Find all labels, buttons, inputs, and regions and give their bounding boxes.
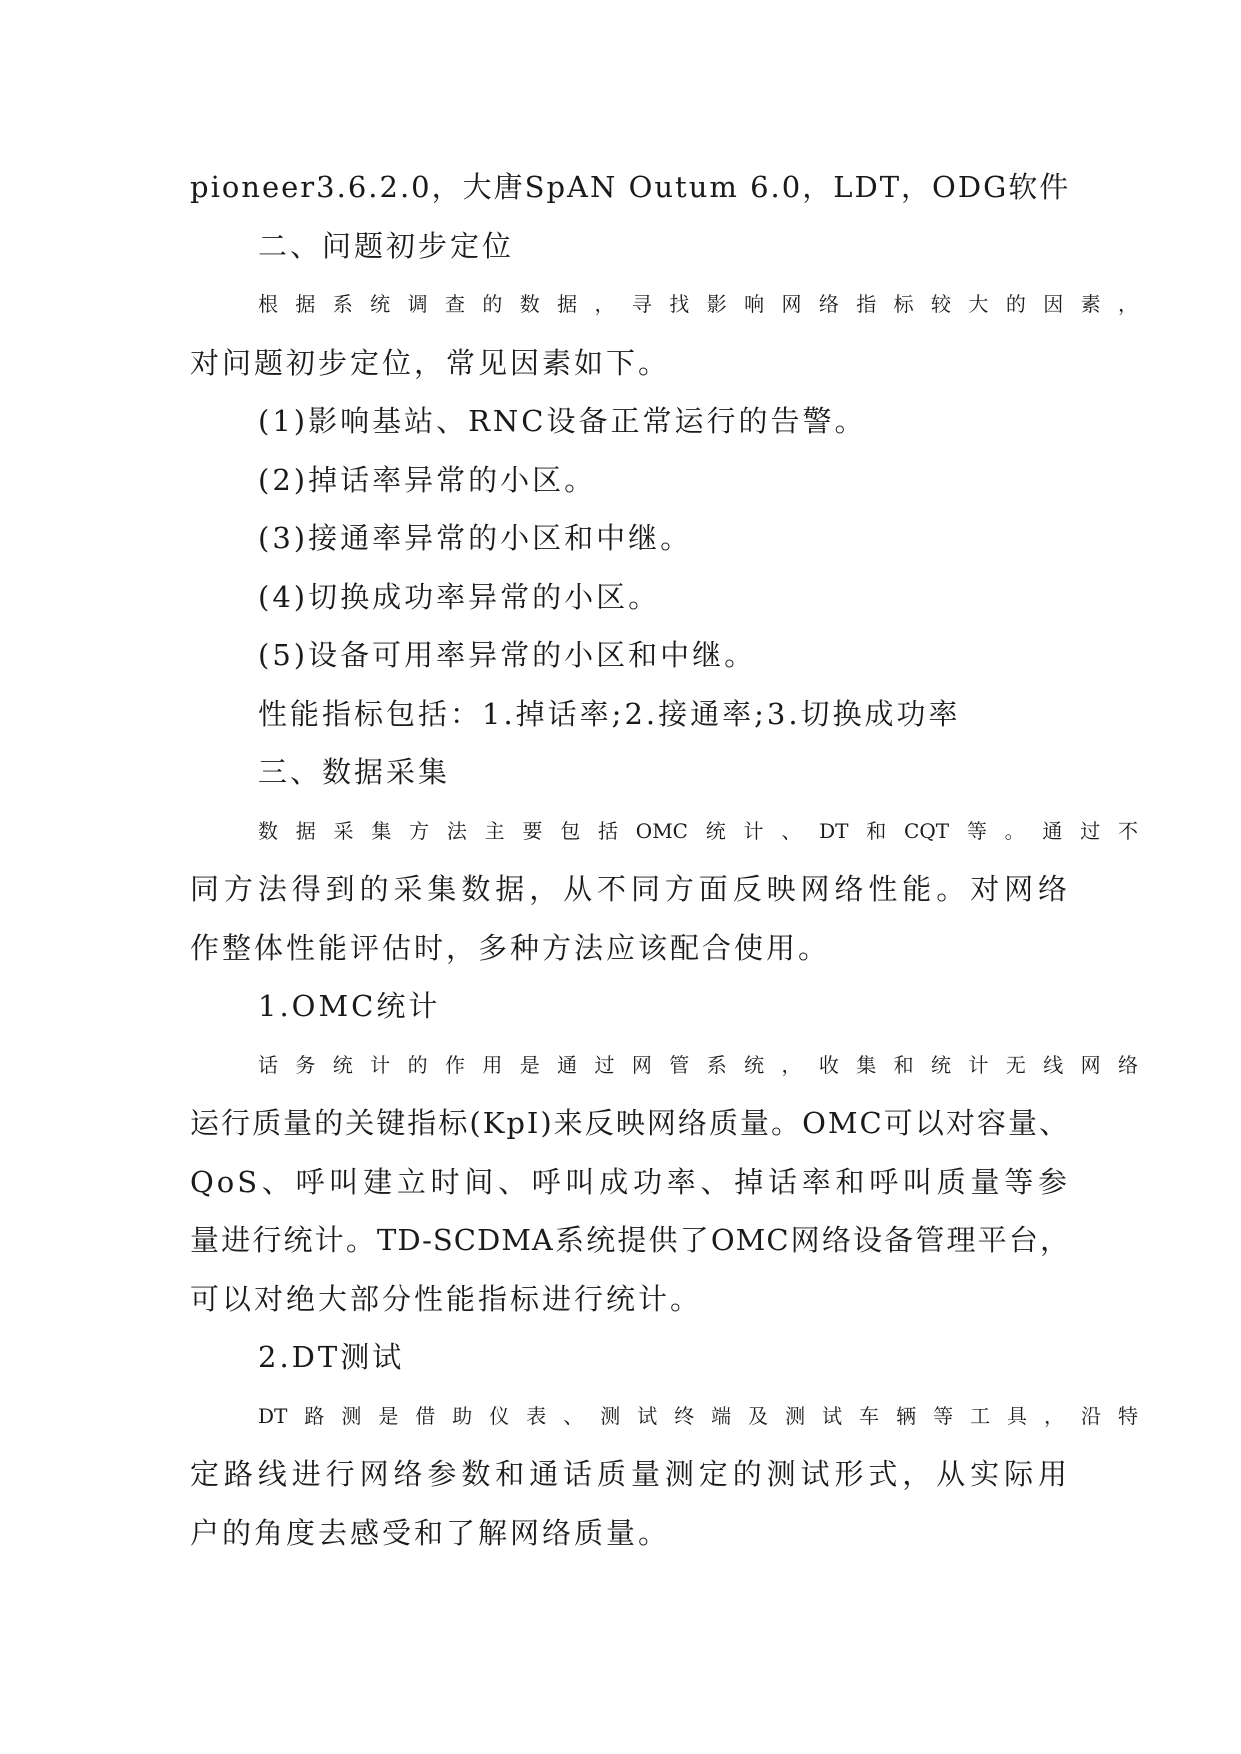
text-line-software: pioneer3.6.2.0，大唐SpAN Outum 6.0，LDT，ODG软件: [190, 170, 1071, 204]
paragraph-line: 可以对绝大部分性能指标进行统计。: [190, 1281, 703, 1316]
paragraph-line: 数据采集方法主要包括OMC统计、DT和CQT等。通过不: [258, 818, 1138, 843]
paragraph-line: 同方法得到的采集数据，从不同方面反映网络性能。对网络: [190, 872, 1070, 906]
subsection-heading-omc: 1.OMC统计: [258, 989, 441, 1023]
document-body: [190, 158, 1138, 1562]
paragraph-line: DT路测是借助仪表、测试终端及测试车辆等工具，沿特: [258, 1403, 1138, 1428]
list-item: (4)切换成功率异常的小区。: [258, 579, 661, 614]
list-item: (1)影响基站、RNC设备正常运行的告警。: [258, 404, 867, 438]
section-heading-2: 二、问题初步定位: [258, 228, 515, 263]
paragraph-line: 作整体性能评估时，多种方法应该配合使用。: [190, 930, 831, 965]
paragraph-line: 根据系统调查的数据，寻找影响网络指标较大的因素，: [258, 292, 1138, 316]
paragraph-line: 话务统计的作用是通过网管系统，收集和统计无线网络: [258, 1052, 1138, 1077]
list-item: (5)设备可用率异常的小区和中继。: [258, 638, 757, 672]
paragraph-line: 户的角度去感受和了解网络质量。: [190, 1515, 671, 1550]
paragraph-line: 对问题初步定位，常见因素如下。: [190, 345, 671, 380]
paragraph-line: 性能指标包括：1.掉话率;2.接通率;3.切换成功率: [258, 696, 961, 731]
section-heading-3: 三、数据采集: [258, 755, 451, 789]
paragraph-line: 运行质量的关键指标(KpI)来反映网络质量。OMC可以对容量、: [190, 1106, 1070, 1140]
list-item: (3)接通率异常的小区和中继。: [258, 521, 693, 555]
paragraph-line: QoS、呼叫建立时间、呼叫成功率、掉话率和呼叫质量等参: [190, 1164, 1070, 1199]
paragraph-line: 量进行统计。TD-SCDMA系统提供了OMC网络设备管理平台，: [190, 1223, 1070, 1257]
subsection-heading-dt: 2.DT测试: [258, 1340, 405, 1374]
list-item: (2)掉话率异常的小区。: [258, 462, 597, 497]
paragraph-line: 定路线进行网络参数和通话质量测定的测试形式，从实际用: [190, 1457, 1070, 1491]
